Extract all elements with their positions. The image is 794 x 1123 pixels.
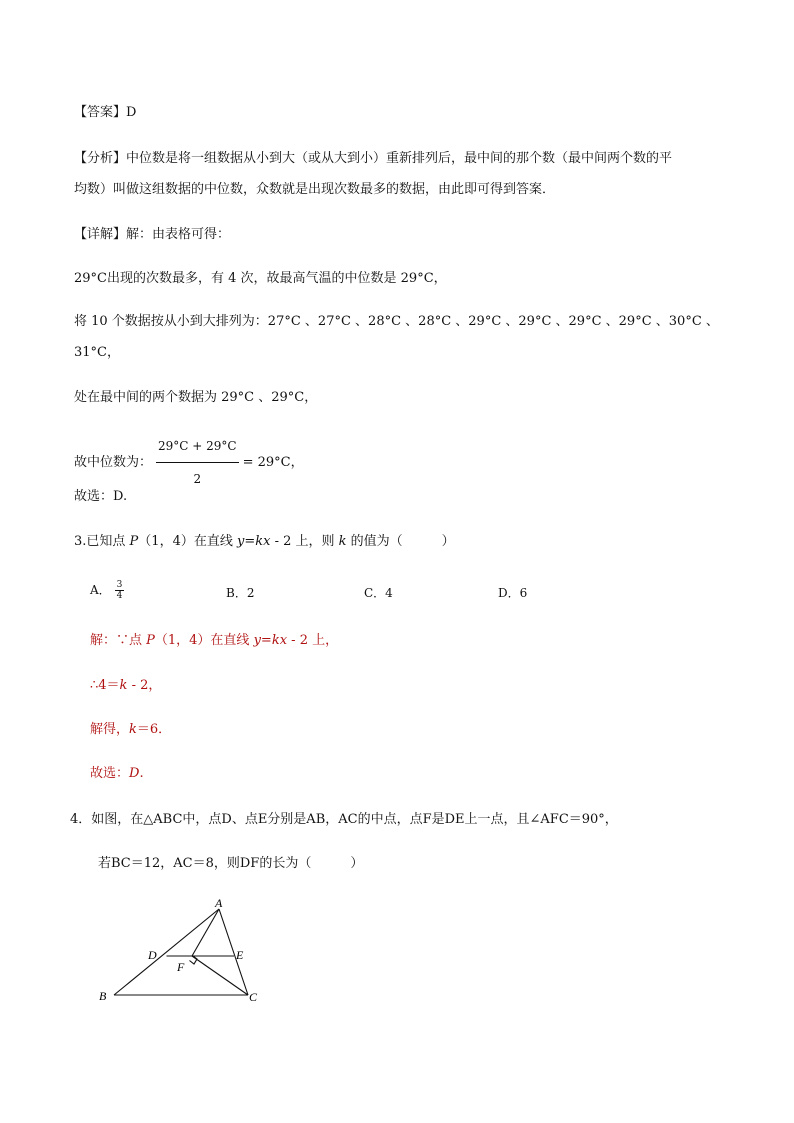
detail-bracket: 【详解】 bbox=[74, 227, 127, 242]
q3-option-a-den: 4 bbox=[116, 591, 123, 601]
detail-line-3 bbox=[74, 344, 120, 362]
detail-text-1: 29°C出现的次数最多，有 4 次，故最高气温的中位数是 29°C， bbox=[74, 271, 447, 286]
detail-text-5-prefix: 故中位数为： bbox=[74, 455, 153, 470]
detail-line-5 bbox=[74, 430, 304, 495]
q3-option-b: B．2 bbox=[226, 586, 255, 600]
detail-intro: 解：由表格可得： bbox=[126, 227, 231, 242]
side-ac bbox=[219, 909, 248, 995]
detail-intro-line bbox=[74, 226, 230, 244]
q3-sol-1eq: y=kx bbox=[253, 633, 288, 648]
triangle-figure bbox=[95, 897, 275, 1017]
detail-choice: 故选：D. bbox=[74, 489, 128, 504]
q3-sol-1b: （1，4）在直线 bbox=[154, 633, 254, 648]
q3-stem bbox=[74, 533, 455, 551]
label-c: C bbox=[249, 990, 258, 1004]
detail-choice-line bbox=[74, 488, 127, 506]
q4-stem-text-1: 4．如图，在△ABC中，点D、点E分别是AB，AC的中点，点F是DE上一点，且∠AFC＝90°， bbox=[70, 812, 618, 827]
q3-stem-b: （1，4）在直线 bbox=[138, 534, 237, 549]
q3-solution-line-4 bbox=[90, 765, 144, 783]
q3-solution-line-2 bbox=[90, 677, 161, 695]
side-ab bbox=[114, 909, 219, 995]
detail-text-2: 将 10 个数据按从小到大排列为：27°C 、27°C 、28°C 、28°C 、29°C 、29°C 、29°C 、29°C 、30°C 、 bbox=[74, 314, 719, 329]
label-e: E bbox=[236, 948, 244, 962]
fraction-denominator: 2 bbox=[193, 472, 202, 486]
detail-line-2 bbox=[74, 313, 719, 331]
q3-sol-4d: D bbox=[129, 766, 140, 781]
q3-option-a bbox=[90, 580, 128, 601]
q3-k: k bbox=[338, 534, 347, 549]
q3-solution-line-1 bbox=[90, 632, 338, 650]
analysis-text-1: 中位数是将一组数据从小到大（或从大到小）重新排列后，最中间的那个数（最中间两个数的平 bbox=[126, 151, 673, 166]
q3-option-a-label: A． bbox=[90, 583, 111, 597]
q3-sol-4a: 故选： bbox=[90, 766, 130, 781]
q4-stem-text-2: 若BC＝12，AC＝8，则DF的长为（ ） bbox=[98, 856, 364, 871]
analysis-line-1 bbox=[74, 150, 672, 168]
analysis-line-2 bbox=[74, 181, 555, 199]
q3-option-a-num: 3 bbox=[116, 580, 123, 590]
detail-text-4: 处在最中间的两个数据为 29°C 、29°C， bbox=[74, 390, 318, 405]
q3-sol-1a: 解：∵点 bbox=[90, 633, 147, 648]
q3-equation: y=kx bbox=[236, 534, 271, 549]
answer-bracket: 【答案】 bbox=[74, 105, 127, 120]
q4-stem-2 bbox=[98, 855, 363, 873]
detail-line-4 bbox=[74, 389, 317, 407]
segment-af bbox=[192, 909, 219, 956]
analysis-text-2: 均数）叫做这组数据的中位数，众数就是出现次数最多的数据，由此即可得到答案． bbox=[74, 182, 556, 197]
q3-stem-c: - 2 上，则 bbox=[270, 534, 339, 549]
median-fraction bbox=[156, 430, 239, 495]
analysis-bracket: 【分析】 bbox=[74, 151, 127, 166]
answer-value: D bbox=[126, 105, 137, 120]
q3-option-c: C．4 bbox=[364, 586, 393, 600]
q3-sol-2a: ∴4＝ bbox=[90, 678, 120, 693]
detail-text-5-suffix: = 29°C， bbox=[242, 455, 304, 470]
q3-sol-1p: P bbox=[146, 633, 155, 648]
label-a: A bbox=[215, 897, 223, 910]
label-f: F bbox=[177, 960, 185, 974]
q3-stem-a: 3.已知点 bbox=[74, 534, 130, 549]
q3-point-p: P bbox=[129, 534, 139, 549]
q3-sol-3a: 解得， bbox=[90, 722, 130, 737]
detail-line-1 bbox=[74, 270, 447, 288]
label-d: D bbox=[148, 948, 157, 962]
detail-text-3: 31°C， bbox=[74, 345, 120, 360]
q3-option-a-fraction bbox=[115, 580, 125, 601]
q3-sol-3b: ＝6． bbox=[136, 722, 172, 737]
q3-solution-line-3 bbox=[90, 721, 171, 739]
right-angle-mark bbox=[190, 956, 198, 965]
fraction-numerator: 29°C + 29°C bbox=[156, 430, 239, 463]
q3-sol-4b: . bbox=[139, 766, 144, 781]
q3-option-d: D．6 bbox=[498, 586, 528, 600]
label-b: B bbox=[99, 989, 107, 1003]
q3-sol-3k: k bbox=[129, 722, 137, 737]
q3-sol-1c: - 2 上， bbox=[287, 633, 339, 648]
q4-stem-1 bbox=[70, 811, 618, 829]
q3-stem-d: 的值为（ ） bbox=[346, 534, 455, 549]
q3-sol-2b: - 2， bbox=[127, 678, 162, 693]
answer-line bbox=[74, 104, 136, 122]
q3-sol-2k: k bbox=[119, 678, 128, 693]
